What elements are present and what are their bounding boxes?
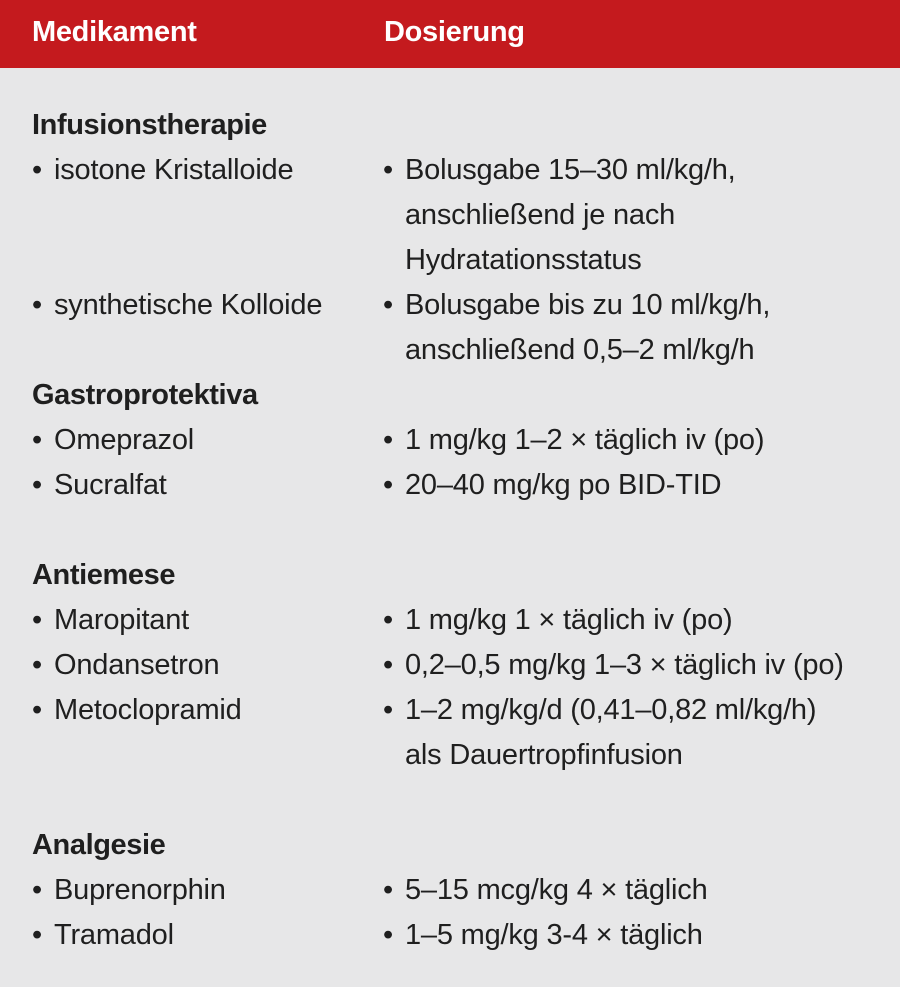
bullet-icon: • [32,874,42,906]
dose-continuation: anschließend je nach [405,199,676,231]
dose-row [383,422,764,458]
drug-row [32,422,194,458]
dose-continuation: als Dauertropfinfusion [405,739,683,771]
bullet-icon: • [383,289,393,321]
dose-text: 1–5 mg/kg 3-4 × täglich [405,919,703,951]
bullet-icon: • [383,919,393,951]
bullet-icon: • [32,694,42,726]
bullet-icon: • [32,649,42,681]
dose-continuation: anschließend 0,5–2 ml/kg/h [405,334,755,366]
dose-text: 20–40 mg/kg po BID-TID [405,469,722,501]
drug-name: Metoclopramid [54,694,242,726]
drug-name: isotone Kristalloide [54,154,294,186]
dose-row [383,872,708,908]
bullet-icon: • [383,874,393,906]
drug-row [32,467,167,503]
dose-row [383,287,770,323]
dose-text: 1–2 mg/kg/d (0,41–0,82 ml/kg/h) [405,694,817,726]
drug-row [32,647,219,683]
bullet-icon: • [383,649,393,681]
bullet-icon: • [32,469,42,501]
drug-row [32,872,226,908]
bullet-icon: • [32,604,42,636]
dose-text: 5–15 mcg/kg 4 × täglich [405,874,708,906]
drug-name: Buprenorphin [54,874,226,906]
drug-name: Omeprazol [54,424,195,456]
header-medikament: Medikament [32,16,197,48]
bullet-icon: • [32,154,42,186]
dose-row [383,917,703,953]
drug-row [32,692,242,728]
section-title-gastroprotektiva: Gastroprotektiva [32,379,258,411]
drug-row [32,287,322,323]
bullet-icon: • [383,469,393,501]
bullet-icon: • [32,919,42,951]
table-header [0,0,900,68]
drug-name: Tramadol [54,919,174,951]
dose-row [383,647,844,683]
drug-row [32,917,174,953]
dose-text: 0,2–0,5 mg/kg 1–3 × täglich iv (po) [405,649,844,681]
dose-text: 1 mg/kg 1–2 × täglich iv (po) [405,424,765,456]
dose-row [383,692,816,728]
drug-name: Ondansetron [54,649,220,681]
drug-row [32,602,189,638]
dose-text: Bolusgabe 15–30 ml/kg/h, [405,154,736,186]
bullet-icon: • [383,424,393,456]
dose-text: Bolusgabe bis zu 10 ml/kg/h, [405,289,771,321]
section-title-infusionstherapie: Infusionstherapie [32,109,267,141]
dose-row [383,467,721,503]
drug-name: synthetische Kolloide [54,289,323,321]
section-title-analgesie: Analgesie [32,829,166,861]
drug-name: Maropitant [54,604,190,636]
dose-continuation: Hydratationsstatus [405,244,642,276]
section-title-antiemese: Antiemese [32,559,176,591]
dose-text: 1 mg/kg 1 × täglich iv (po) [405,604,733,636]
bullet-icon: • [32,424,42,456]
bullet-icon: • [32,289,42,321]
drug-row [32,152,293,188]
drug-name: Sucralfat [54,469,167,501]
bullet-icon: • [383,604,393,636]
dose-row [383,602,732,638]
bullet-icon: • [383,694,393,726]
dose-row [383,152,736,188]
header-dosierung: Dosierung [384,16,525,48]
bullet-icon: • [383,154,393,186]
